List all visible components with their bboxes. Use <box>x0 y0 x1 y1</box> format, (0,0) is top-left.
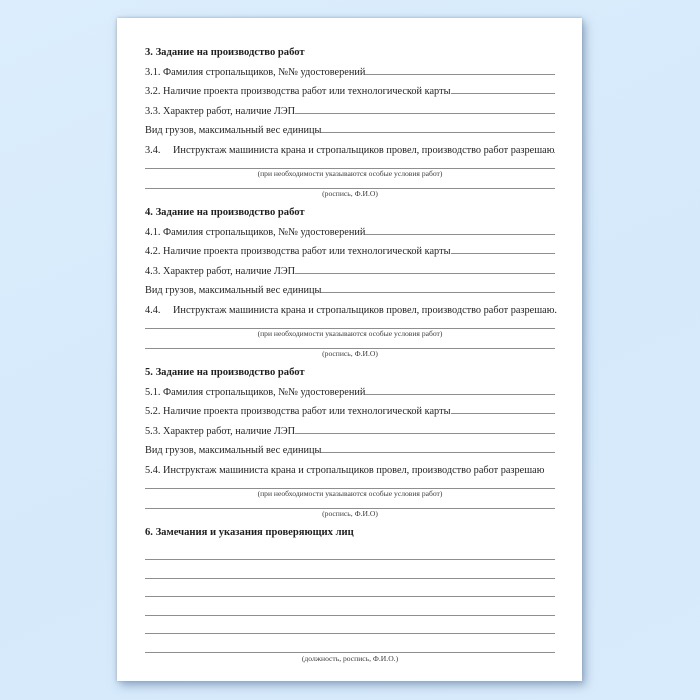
task-sections <box>145 42 555 519</box>
fill-in-line <box>321 292 555 293</box>
form-row <box>145 261 555 281</box>
section-title: 6. Замечания и указания проверяющих лиц <box>145 527 354 538</box>
form-row <box>145 140 555 160</box>
row-number: 3.4. <box>145 144 161 156</box>
fill-in-line <box>295 113 555 114</box>
fill-in-line <box>554 152 555 153</box>
form-row <box>145 120 555 140</box>
field-label: 4.2. Наличие проекта производства работ или технологической карты <box>145 246 451 257</box>
fill-in-line <box>295 433 555 434</box>
section-title: 5. Задание на производство работ <box>145 367 305 378</box>
field-label: Инструктаж машиниста крана и стропальщиков провел, производство работ разрешаю. <box>173 304 557 316</box>
field-label: Вид грузов, максимальный вес единицы <box>145 125 322 136</box>
form-row <box>145 421 555 441</box>
form-row <box>145 382 555 402</box>
field-label: Вид грузов, максимальный вес единицы <box>145 445 322 456</box>
field-label: 4.3. Характер работ, наличие ЛЭП <box>145 265 296 277</box>
paper-sheet <box>117 18 582 681</box>
task-section <box>145 362 555 519</box>
fill-in-line <box>365 394 555 395</box>
signature-line: (при необходимости указываются особые условия работ) <box>145 488 555 499</box>
form-row <box>145 401 555 421</box>
section-title: 4. Задание на производство работ <box>145 207 305 218</box>
fill-in-line <box>321 452 555 453</box>
signature-line: (роспись, Ф.И.О) <box>145 508 555 519</box>
section-rows <box>145 62 555 160</box>
remarks-blank-line <box>145 542 555 561</box>
signature-line: (роспись, Ф.И.О) <box>145 188 555 199</box>
remarks-blank-line <box>145 634 555 653</box>
signature-line: (роспись, Ф.И.О) <box>145 348 555 359</box>
field-label: 4.1. Фамилия стропальщиков, №№ удостоверений <box>145 226 366 238</box>
section-signature-block <box>145 488 555 519</box>
field-label: Инструктаж машиниста крана и стропальщиков провел, производство работ разрешаю <box>173 144 555 156</box>
section-signature-block <box>145 328 555 359</box>
task-section <box>145 202 555 359</box>
signature-line: (при необходимости указываются особые условия работ) <box>145 168 555 179</box>
form-row <box>145 460 555 480</box>
fill-in-line <box>365 234 555 235</box>
field-label: 5.4. Инструктаж машиниста крана и стропальщиков провел, производство работ разрешаю <box>145 464 545 476</box>
remarks-lines <box>145 542 555 653</box>
form-row <box>145 222 555 242</box>
field-label: 3.1. Фамилия стропальщиков, №№ удостоверений <box>145 66 366 78</box>
form-row <box>145 62 555 82</box>
section-signature-block <box>145 168 555 199</box>
remarks-blank-line <box>145 616 555 635</box>
fill-in-line <box>321 132 555 133</box>
fill-in-line <box>451 413 556 414</box>
remarks-blank-line <box>145 579 555 598</box>
row-number: 4.4. <box>145 304 161 316</box>
signature-line: (при необходимости указываются особые условия работ) <box>145 328 555 339</box>
field-label: 3.2. Наличие проекта производства работ или технологической карты <box>145 86 451 97</box>
section-title: 3. Задание на производство работ <box>145 47 305 58</box>
form-row <box>145 101 555 121</box>
field-label: 5.1. Фамилия стропальщиков, №№ удостоверений <box>145 386 366 398</box>
field-label: 5.3. Характер работ, наличие ЛЭП <box>145 425 296 437</box>
form-row <box>145 280 555 300</box>
section-rows <box>145 382 555 480</box>
remarks-blank-line <box>145 560 555 579</box>
form-row <box>145 81 555 101</box>
field-label: 3.3. Характер работ, наличие ЛЭП <box>145 105 296 117</box>
form-row <box>145 440 555 460</box>
remarks-section <box>145 522 555 664</box>
fill-in-line <box>365 74 555 75</box>
form-row <box>145 300 555 320</box>
field-label: Вид грузов, максимальный вес единицы <box>145 285 322 296</box>
field-label: 5.2. Наличие проекта производства работ или технологической карты <box>145 406 451 417</box>
signature-caption: (должность, роспись, Ф.И.О.) <box>301 653 399 663</box>
section-rows <box>145 222 555 320</box>
fill-in-line <box>295 273 555 274</box>
remarks-blank-line <box>145 597 555 616</box>
fill-in-line <box>451 253 556 254</box>
task-section <box>145 42 555 199</box>
form-row <box>145 241 555 261</box>
fill-in-line <box>451 93 556 94</box>
